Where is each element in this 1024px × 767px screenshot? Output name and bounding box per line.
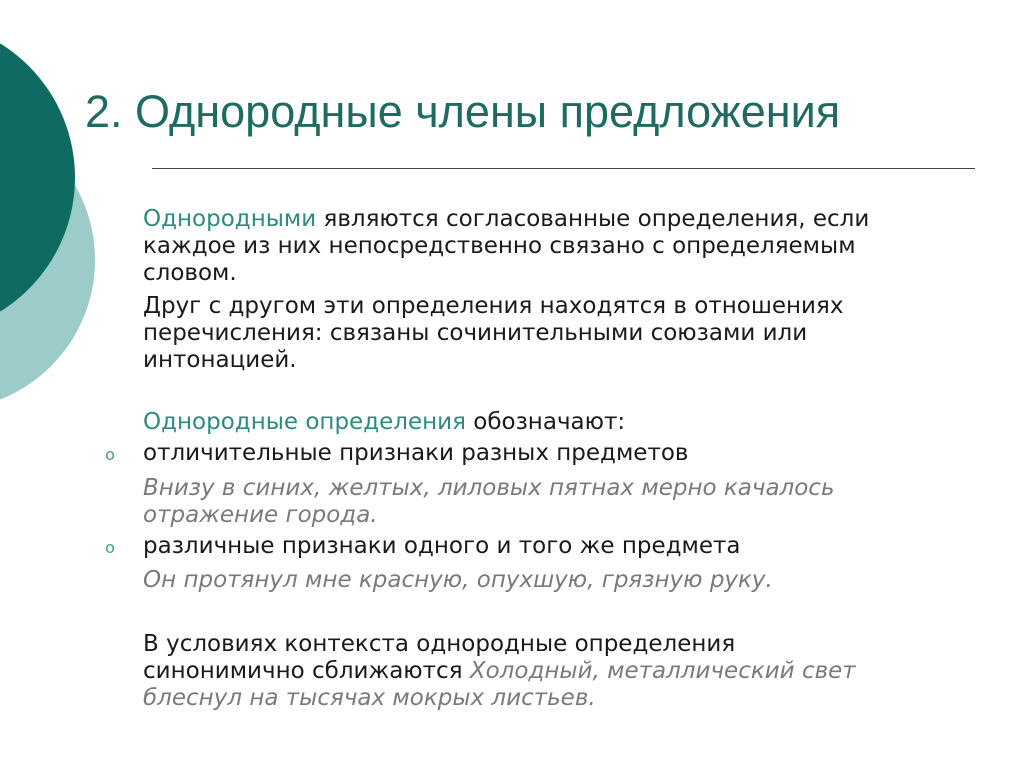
context-example-2: блеснул на тысячах мокрых листьев. — [143, 685, 596, 711]
bullet-circle-icon: o — [105, 538, 115, 557]
slide-title: 2. Однородные члены предложения — [85, 86, 841, 137]
bullet-1-example-line-1: Внизу в синих, желтых, лиловых пятнах мерно качалось — [143, 475, 835, 501]
term-homogeneous: Однородными — [143, 206, 317, 232]
context-line-2 — [143, 658, 983, 685]
context-line-2-text: синонимично сближаются — [143, 658, 470, 684]
meaning-heading — [143, 409, 983, 436]
bullet-circle-icon: o — [105, 445, 115, 464]
definition-line-1-text: являются согласованные определения, если — [316, 206, 870, 232]
definition-line-1 — [143, 206, 983, 233]
title-divider — [152, 168, 975, 169]
context-example-1: Холодный, металлический свет — [469, 658, 856, 684]
definition-line-3: словом. — [143, 260, 237, 286]
bullet-1-text: отличительные признаки разных предметов — [143, 440, 689, 466]
definition-line-2: каждое из них непосредственно связано с определяемым — [143, 233, 856, 259]
bullet-2-example-line-1: Он протянул мне красную, опухшую, грязную руку. — [143, 567, 773, 593]
bullet-2-text: различные признаки одного и того же предмета — [143, 533, 741, 559]
bullet-1-example-line-2: отражение города. — [143, 502, 378, 528]
relation-line-2: перечисления: связаны сочинительными союзами или — [143, 320, 808, 346]
meaning-heading-text: обозначают: — [465, 409, 626, 435]
relation-line-3: интонацией. — [143, 347, 297, 373]
relation-line-1: Друг с другом эти определения находятся в отношениях — [143, 293, 844, 319]
context-line-1: В условиях контекста однородные определения — [143, 631, 736, 657]
term-homogeneous-definitions: Однородные определения — [143, 409, 466, 435]
